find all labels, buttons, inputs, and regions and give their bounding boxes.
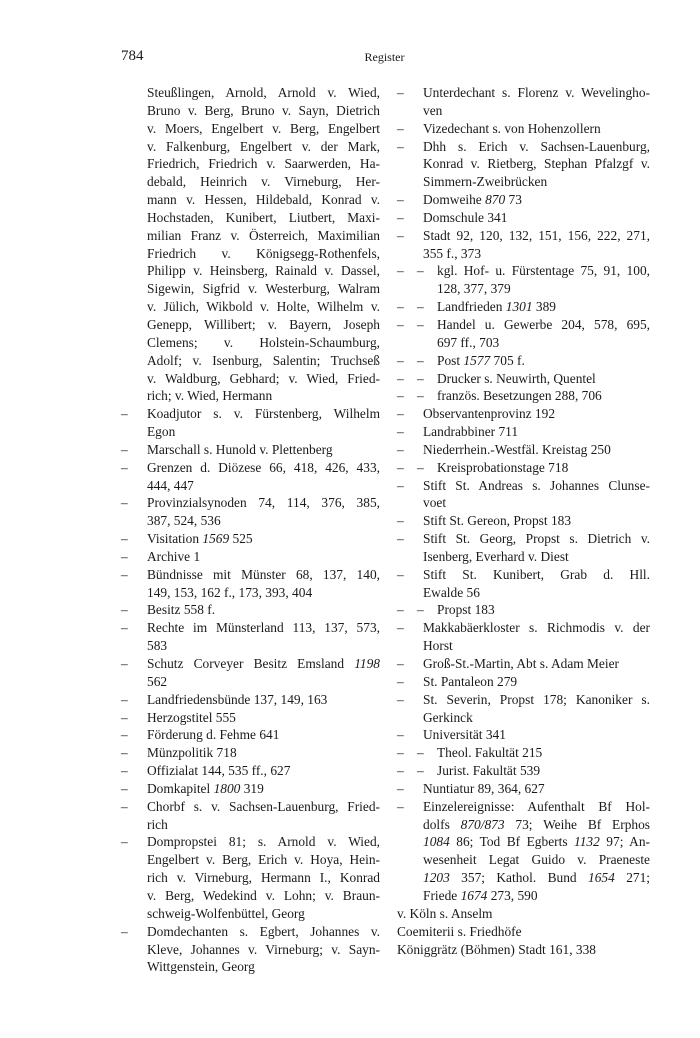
index-line: debald, Heinrich v. Virneburg, Her- bbox=[147, 174, 380, 190]
index-entry bbox=[397, 744, 650, 762]
index-line: St. Pantaleon 279 bbox=[423, 673, 518, 689]
dash-marker: – bbox=[121, 548, 128, 564]
index-line: dolfs 870/873 73; Weihe Bf Erphos bbox=[423, 816, 650, 832]
index-line: Isenberg, Everhard v. Diest bbox=[423, 548, 569, 564]
index-entry bbox=[397, 691, 650, 727]
index-line: Domweihe 870 73 bbox=[423, 192, 522, 208]
index-entry bbox=[397, 209, 650, 227]
index-entry bbox=[397, 512, 650, 530]
index-line: Dhh s. Erich v. Sachsen-Lauenburg, bbox=[423, 138, 650, 154]
index-line: 583 bbox=[147, 638, 168, 654]
index-line: Vizedechant s. von Hohenzollern bbox=[423, 120, 601, 136]
index-line: Coemiterii s. Friedhöfe bbox=[397, 923, 522, 939]
index-line: Post 1577 705 f. bbox=[437, 352, 525, 368]
index-line: Domdechanten s. Egbert, Johannes v. bbox=[147, 923, 380, 939]
index-entry bbox=[397, 673, 650, 691]
index-line: Hochstaden, Kunibert, Liutbert, Maxi- bbox=[147, 209, 380, 225]
dash-marker: – bbox=[397, 691, 404, 707]
index-line: wesenheit Legat Guido v. Praeneste bbox=[423, 852, 650, 868]
dash-marker: – bbox=[397, 513, 404, 529]
index-entry bbox=[397, 941, 650, 959]
index-line: rich v. Virneburg, Hermann I., Konrad bbox=[147, 870, 380, 886]
index-line: Friede 1674 273, 590 bbox=[423, 887, 538, 903]
dash-marker: – bbox=[417, 745, 424, 761]
dash-marker: – bbox=[397, 745, 404, 761]
year-italic: 1569 bbox=[202, 531, 230, 547]
index-entry bbox=[397, 262, 650, 298]
dash-marker: – bbox=[417, 263, 424, 279]
index-line: Förderung d. Fehme 641 bbox=[147, 727, 280, 743]
index-entry bbox=[121, 726, 380, 744]
index-entry bbox=[121, 405, 380, 441]
index-line: Groß-St.-Martin, Abt s. Adam Meier bbox=[423, 656, 620, 671]
index-line: Ewalde 56 bbox=[423, 584, 480, 600]
dash-marker: – bbox=[397, 388, 404, 404]
dash-marker: – bbox=[397, 798, 404, 814]
index-line: Stift St. Kunibert, Grab d. Hll. bbox=[423, 566, 650, 582]
dash-marker: – bbox=[397, 780, 404, 796]
index-entry bbox=[397, 227, 650, 263]
index-line: Chorbf s. v. Sachsen-Lauenburg, Fried- bbox=[147, 798, 380, 814]
index-entry bbox=[397, 655, 650, 673]
index-line: 444, 447 bbox=[147, 477, 194, 493]
dash-marker: – bbox=[397, 459, 404, 475]
year-italic: 1203 bbox=[423, 870, 450, 886]
index-entry bbox=[397, 601, 650, 619]
index-entry bbox=[121, 798, 380, 834]
index-line: Münzpolitik 718 bbox=[147, 745, 237, 761]
index-line: 1203 357; Kathol. Bund 1654 271; bbox=[423, 870, 651, 886]
dash-marker: – bbox=[397, 477, 404, 493]
index-line: 355 f., 373 bbox=[423, 245, 482, 261]
index-entry bbox=[121, 566, 380, 602]
index-entry bbox=[397, 923, 650, 941]
index-line: Landrabbiner 711 bbox=[423, 424, 519, 440]
index-line: Schutz Corveyer Besitz Emsland 1198 bbox=[147, 656, 380, 671]
index-line: Sigewin, Sigfrid v. Westerburg, Walram bbox=[147, 281, 380, 297]
index-line: Theol. Fakultät 215 bbox=[437, 745, 543, 761]
year-italic: 870/873 bbox=[460, 816, 505, 832]
year-italic: 1654 bbox=[588, 870, 615, 886]
index-line: Bündnisse mit Münster 68, 137, 140, bbox=[147, 566, 380, 582]
dash-marker: – bbox=[397, 209, 404, 225]
index-line: Adolf; v. Isenburg, Salentin; Truchseß bbox=[147, 352, 380, 368]
index-line: voet bbox=[423, 495, 447, 511]
index-line: Propst 183 bbox=[437, 602, 495, 618]
index-line: schweig-Wolfenbüttel, Georg bbox=[147, 905, 305, 921]
dash-marker: – bbox=[397, 727, 404, 743]
index-line: Horst bbox=[423, 638, 453, 654]
year-italic: 1132 bbox=[574, 834, 600, 850]
index-entry bbox=[121, 548, 380, 566]
index-line: v. Waldburg, Gebhard; v. Wied, Fried- bbox=[147, 370, 380, 386]
index-line: Landfriedensbünde 137, 149, 163 bbox=[147, 691, 328, 707]
dash-marker: – bbox=[417, 388, 424, 404]
index-entry bbox=[397, 619, 650, 655]
dash-marker: – bbox=[121, 691, 128, 707]
index-line: mann v. Hessen, Hildebald, Konrad v. bbox=[147, 192, 380, 208]
index-line: Herzogstitel 555 bbox=[147, 709, 236, 725]
index-entry bbox=[397, 84, 650, 120]
index-line: 387, 524, 536 bbox=[147, 513, 221, 529]
index-line: v. Köln s. Anselm bbox=[397, 905, 493, 921]
index-line: Jurist. Fakultät 539 bbox=[437, 763, 541, 779]
index-line: französ. Besetzungen 288, 706 bbox=[437, 388, 602, 404]
index-line: Handel u. Gewerbe 204, 578, 695, bbox=[437, 316, 650, 332]
index-entry bbox=[397, 459, 650, 477]
dash-marker: – bbox=[121, 763, 128, 779]
index-line: Einzelereignisse: Aufenthalt Bf Hol- bbox=[423, 798, 650, 814]
dash-marker: – bbox=[121, 834, 128, 850]
index-column-right bbox=[397, 84, 650, 958]
dash-marker: – bbox=[417, 370, 424, 386]
index-entry bbox=[121, 780, 380, 798]
dash-marker: – bbox=[121, 745, 128, 761]
index-line: rich bbox=[147, 816, 168, 832]
index-line: St. Severin, Propst 178; Kanoniker s. bbox=[423, 691, 650, 707]
index-entry bbox=[121, 744, 380, 762]
index-entry bbox=[397, 316, 650, 352]
index-entry bbox=[121, 709, 380, 727]
index-entry bbox=[121, 459, 380, 495]
index-line: Königgrätz (Böhmen) Stadt 161, 338 bbox=[397, 941, 596, 957]
index-line: Niederrhein.-Westfäl. Kreistag 250 bbox=[423, 441, 611, 457]
index-entry bbox=[397, 762, 650, 780]
dash-marker: – bbox=[397, 227, 404, 243]
index-line: Universität 341 bbox=[423, 727, 506, 743]
dash-marker: – bbox=[397, 620, 404, 636]
dash-marker: – bbox=[121, 531, 128, 547]
index-line: v. Falkenburg, Engelbert v. der Mark, bbox=[147, 138, 380, 154]
index-line: Makkabäerkloster s. Richmodis v. der bbox=[423, 620, 650, 636]
index-entry bbox=[121, 762, 380, 780]
index-entry bbox=[397, 191, 650, 209]
index-entry bbox=[121, 530, 380, 548]
dash-marker: – bbox=[397, 424, 404, 440]
dash-marker: – bbox=[397, 85, 404, 100]
year-italic: 1084 bbox=[423, 834, 450, 850]
dash-marker: – bbox=[397, 673, 404, 689]
index-line: Nuntiatur 89, 364, 627 bbox=[423, 780, 545, 796]
index-line: 128, 377, 379 bbox=[437, 281, 511, 297]
index-line: kgl. Hof- u. Fürstentage 75, 91, 100, bbox=[437, 263, 650, 279]
index-line: Kleve, Johannes v. Virneburg; v. Sayn- bbox=[147, 941, 380, 957]
dash-marker: – bbox=[121, 656, 128, 671]
index-line: Steußlingen, Arnold, Arnold v. Wied, bbox=[147, 85, 380, 100]
dash-marker: – bbox=[121, 620, 128, 636]
index-entry bbox=[121, 655, 380, 691]
dash-marker: – bbox=[397, 656, 404, 671]
index-entry bbox=[397, 477, 650, 513]
index-entry bbox=[397, 566, 650, 602]
index-entry bbox=[121, 923, 380, 977]
index-line: v. Moers, Engelbert v. Berg, Engelbert bbox=[147, 120, 380, 136]
index-line: Visitation 1569 525 bbox=[147, 531, 253, 547]
dash-marker: – bbox=[121, 923, 128, 939]
index-line: Stift St. Georg, Propst s. Dietrich v. bbox=[423, 531, 650, 547]
year-italic: 1674 bbox=[460, 887, 488, 903]
dash-marker: – bbox=[397, 370, 404, 386]
index-entry bbox=[397, 798, 650, 905]
dash-marker: – bbox=[397, 602, 404, 618]
dash-marker: – bbox=[121, 566, 128, 582]
dash-marker: – bbox=[397, 566, 404, 582]
index-line: Offizialat 144, 535 ff., 627 bbox=[147, 763, 291, 779]
index-line: Rechte im Münsterland 113, 137, 573, bbox=[147, 620, 380, 636]
index-entry bbox=[397, 138, 650, 192]
index-entry bbox=[397, 423, 650, 441]
index-line: Egon bbox=[147, 424, 176, 440]
index-line: Philipp v. Heinsberg, Rainald v. Dassel, bbox=[147, 263, 380, 279]
index-line: 1084 86; Tod Bf Egberts 1132 97; An- bbox=[423, 834, 650, 850]
index-line: Observantenprovinz 192 bbox=[423, 406, 556, 422]
dash-marker: – bbox=[397, 192, 404, 208]
index-line: Stift St. Andreas s. Johannes Clunse- bbox=[423, 477, 650, 493]
dash-marker: – bbox=[397, 763, 404, 779]
index-line: Archive 1 bbox=[147, 548, 201, 564]
index-line: Stadt 92, 120, 132, 151, 156, 222, 271, bbox=[423, 227, 650, 243]
running-head: Register bbox=[364, 50, 405, 64]
dash-marker: – bbox=[121, 495, 128, 511]
index-line: Koadjutor s. v. Fürstenberg, Wilhelm bbox=[147, 406, 380, 422]
index-entry bbox=[397, 530, 650, 566]
index-entry bbox=[397, 905, 650, 923]
dash-marker: – bbox=[397, 406, 404, 422]
year-italic: 1198 bbox=[354, 656, 380, 671]
index-line: milian Franz v. Österreich, Maximilian bbox=[147, 227, 380, 243]
index-entry bbox=[121, 84, 380, 405]
index-entry bbox=[397, 441, 650, 459]
index-line: Domkapitel 1800 319 bbox=[147, 780, 264, 796]
dash-marker: – bbox=[121, 441, 128, 457]
page-header bbox=[121, 48, 648, 72]
dash-marker: – bbox=[417, 316, 424, 332]
dash-marker: – bbox=[397, 441, 404, 457]
index-entry bbox=[121, 833, 380, 922]
index-line: Marschall s. Hunold v. Plettenberg bbox=[147, 441, 333, 457]
dash-marker: – bbox=[121, 780, 128, 796]
index-entry bbox=[397, 352, 650, 370]
dash-marker: – bbox=[417, 763, 424, 779]
index-line: Landfrieden 1301 389 bbox=[437, 299, 556, 315]
index-entry bbox=[121, 441, 380, 459]
index-line: Friedrich v. Königsegg-Rothenfels, bbox=[147, 245, 380, 261]
dash-marker: – bbox=[397, 316, 404, 332]
dash-marker: – bbox=[397, 531, 404, 547]
year-italic: 1800 bbox=[213, 780, 241, 796]
index-line: Clemens; v. Holstein-Schaumburg, bbox=[147, 334, 380, 350]
dash-marker: – bbox=[121, 406, 128, 422]
index-line: Gerkinck bbox=[423, 709, 473, 725]
index-line: v. Jülich, Wikbold v. Holte, Wilhelm v. bbox=[147, 299, 380, 315]
index-column-left bbox=[121, 84, 380, 976]
index-line: 697 ff., 703 bbox=[437, 334, 500, 350]
dash-marker: – bbox=[397, 352, 404, 368]
index-line: Kreisprobationstage 718 bbox=[437, 459, 569, 475]
index-line: Unterdechant s. Florenz v. Wevelingho- bbox=[423, 85, 650, 100]
index-line: Grenzen d. Diözese 66, 418, 426, 433, bbox=[147, 459, 380, 475]
index-line: Genepp, Willibert; v. Bayern, Joseph bbox=[147, 316, 380, 332]
index-line: ven bbox=[423, 102, 443, 118]
index-line: Konrad v. Rietberg, Stephan Pfalzgf v. bbox=[423, 156, 650, 172]
index-entry bbox=[397, 780, 650, 798]
index-entry bbox=[121, 494, 380, 530]
index-entry bbox=[397, 370, 650, 388]
index-entry bbox=[121, 601, 380, 619]
index-line: Wittgenstein, Georg bbox=[147, 959, 255, 975]
dash-marker: – bbox=[121, 798, 128, 814]
index-line: rich; v. Wied, Hermann bbox=[147, 388, 273, 404]
index-entry bbox=[397, 387, 650, 405]
dash-marker: – bbox=[121, 459, 128, 475]
index-line: Domschule 341 bbox=[423, 209, 508, 225]
index-entry bbox=[121, 691, 380, 709]
dash-marker: – bbox=[397, 120, 404, 136]
dash-marker: – bbox=[417, 602, 424, 618]
year-italic: 870 bbox=[485, 192, 506, 208]
index-line: Bruno v. Berg, Bruno v. Sayn, Dietrich bbox=[147, 102, 380, 118]
dash-marker: – bbox=[397, 299, 404, 315]
index-line: Simmern-Zweibrücken bbox=[423, 174, 548, 190]
index-line: Engelbert v. Berg, Erich v. Hoya, Hein- bbox=[147, 852, 380, 868]
year-italic: 1577 bbox=[463, 352, 491, 368]
dash-marker: – bbox=[417, 352, 424, 368]
index-line: Stift St. Gereon, Propst 183 bbox=[423, 513, 572, 529]
index-entry bbox=[397, 405, 650, 423]
dash-marker: – bbox=[397, 263, 404, 279]
index-line: Drucker s. Neuwirth, Quentel bbox=[437, 370, 596, 386]
index-line: Friedrich, Friedrich v. Saarwerden, Ha- bbox=[147, 156, 380, 172]
dash-marker: – bbox=[417, 299, 424, 315]
dash-marker: – bbox=[397, 138, 404, 154]
year-italic: 1301 bbox=[505, 299, 533, 315]
index-line: Besitz 558 f. bbox=[147, 602, 216, 618]
dash-marker: – bbox=[121, 709, 128, 725]
index-line: 562 bbox=[147, 673, 168, 689]
index-entry bbox=[397, 726, 650, 744]
dash-marker: – bbox=[121, 602, 128, 618]
index-line: 149, 153, 162 f., 173, 393, 404 bbox=[147, 584, 313, 600]
index-entry bbox=[397, 120, 650, 138]
index-entry bbox=[397, 298, 650, 316]
index-line: Provinzialsynoden 74, 114, 376, 385, bbox=[147, 495, 380, 511]
index-line: v. Berg, Wedekind v. Lohn; v. Braun- bbox=[147, 887, 380, 903]
page-number: 784 bbox=[121, 48, 144, 64]
dash-marker: – bbox=[121, 727, 128, 743]
dash-marker: – bbox=[417, 459, 424, 475]
index-entry bbox=[121, 619, 380, 655]
index-line: Dompropstei 81; s. Arnold v. Wied, bbox=[147, 834, 380, 850]
